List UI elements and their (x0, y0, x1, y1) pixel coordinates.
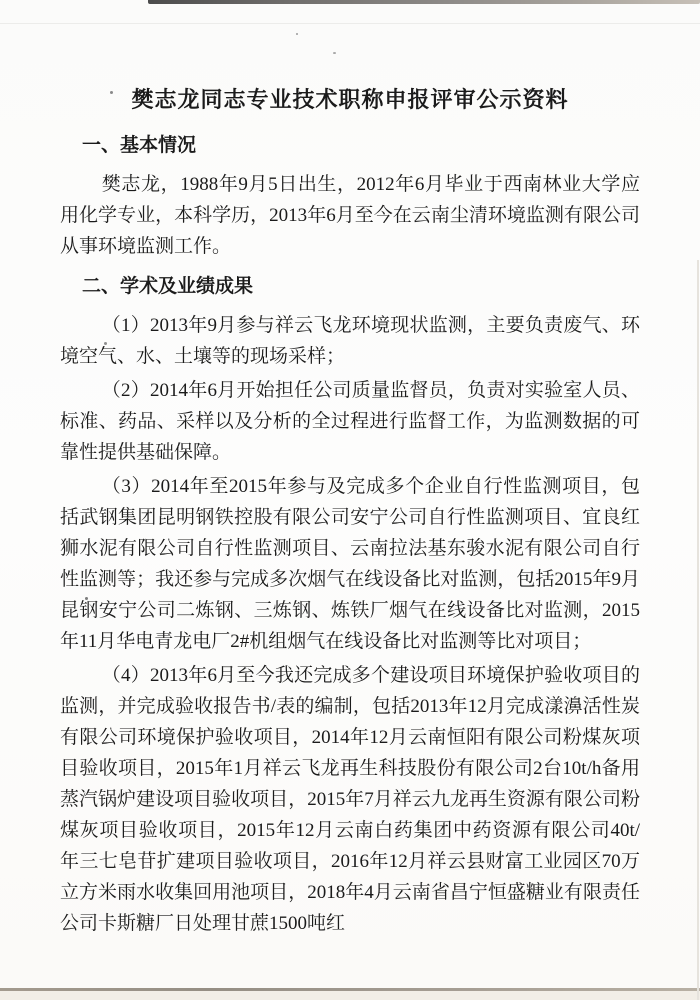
section-heading-achievements: 二、学术及业绩成果 (82, 276, 254, 297)
scan-speck (333, 52, 336, 54)
section-heading-basic-info: 一、基本情况 (82, 135, 197, 156)
paragraph-achievement-3: （3）2014年至2015年参与及完成多个企业自行性监测项目，包括武钢集团昆明钢铁控股有限公司安宁公司自行性监测项目、宜良红狮水泥有限公司自行性监测项目、云南拉法基东骏水泥有限公司自行性监测等；我还参与完成多次烟气在线设备比对监测，包括2015年9月昆钢安宁公司二炼钢、三炼钢、炼铁厂烟气在线设备比对监测，2015年11月华电青龙电厂2#机组烟气在线设备比对监测等比对项目； (60, 476, 640, 652)
paragraph-achievement-1: （1）2013年9月参与祥云飞龙环境现状监测，主要负责废气、环境空气、水、土壤等的现场采样； (60, 315, 640, 367)
scan-artifact-top-edge (148, 0, 700, 4)
paragraph-achievement-2: （2）2014年6月开始担任公司质量监督员，负责对实验室人员、标准、药品、采样以及分析的全过程进行监督工作，为监测数据的可靠性提供基础保障。 (60, 380, 640, 463)
document-title: 樊志龙同志专业技术职称申报评审公示资料 (131, 87, 569, 112)
scan-artifact-bottom-band (0, 991, 700, 1000)
scan-artifact-right-edge (697, 260, 699, 1000)
paragraph-achievement-4: （4）2013年6月至今我还完成多个建设项目环境保护验收项目的监测，并完成验收报告书/表的编制，包括2013年12月完成漾濞活性炭有限公司环境保护验收项目，2014年12月云南恒阳有限公司粉煤灰项目验收项目，2015年1月祥云飞龙再生科技股份有限公司2台10t/h备用蒸汽锅炉建设项目验收项目，2015年7月祥云九龙再生资源有限公司粉煤灰项目验收项目，2015年12月云南白药集团中药资源有限公司40t/年三七皂苷扩建项目验收项目，2016年12月祥云县财富工业园区70万立方米雨水收集回用池项目，2018年4月云南省昌宁恒盛糖业有限责任公司卡斯糖厂日处理甘蔗1500吨红 (60, 665, 640, 934)
document-body (60, 121, 640, 942)
paragraph-basic-info: 樊志龙，1988年9月5日出生，2012年6月毕业于西南林业大学应用化学专业，本科学历，2013年6月至今在云南尘清环境监测有限公司从事环境监测工作。 (60, 174, 640, 257)
scan-artifact-faint-line (0, 23, 700, 24)
scan-speck (296, 33, 298, 35)
